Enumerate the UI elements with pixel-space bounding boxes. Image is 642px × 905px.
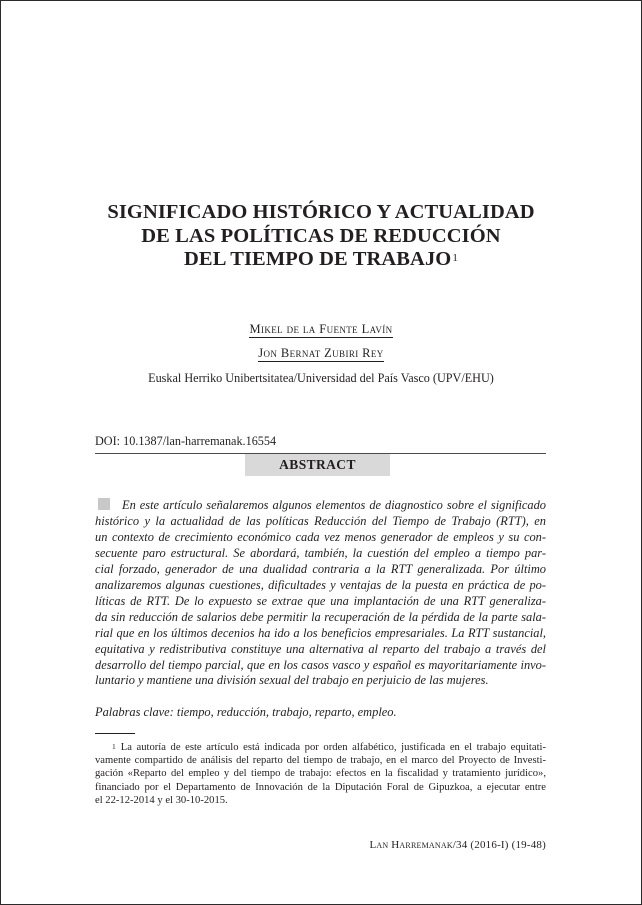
journal-name: Lan Harremanak [369,839,453,851]
title-line: SIGNIFICADO HISTÓRICO Y ACTUALIDAD [107,201,535,223]
doi-link[interactable]: DOI: 10.1387/lan-harremanak.16554 [95,434,277,448]
abstract-line: equitativa y redistributiva constituye una alternativa al reparto del trabajo a través del [95,641,546,656]
abstract-line [95,498,546,514]
abstract-line: histórico y la actualidad de las políticas Reducción del Tiempo de Trabajo (RTT), en [95,513,546,528]
abstract-line: un contexto de crecimiento económico cada vez menos generador de empleos y su con- [95,529,546,544]
footnote-line: vamente compartido de análisis del reparto del tiempo de trabajo, en el marco del Proyecto de Investi- [95,755,546,767]
abstract-line: analizaremos algunas cuestiones, dificultades y ventajas de la puesta en práctica de po- [95,577,546,592]
abstract-line: rial que en los últimos decenios ha ido a los beneficios empresariales. La RTT sustancial, [95,625,546,640]
footnote-line: financiado por el Departamento de Innovación de la Diputación Foral de Gipuzkoa, a ejecutar entre [95,781,546,793]
author-2 [0,346,642,361]
author-name: Mikel de la Fuente Lavín [249,322,393,336]
abstract-line-text: En este artículo señalaremos algunos elementos de diagnostico sobre el significado [122,498,546,512]
footnote-line [95,741,546,754]
abstract-line: da sin reducción de salarios debe permitir la recuperación de la pérdida de la parte sala- [95,609,546,624]
abstract-line: secuente paro estructural. Se abordará, también, la cuestión del empleo a tiempo par- [95,545,546,560]
square-bullet-icon [98,498,110,510]
footnote-line: gación «Reparto del empleo y del tiempo de trabajo: efectos en la fiscalidad y tratamiento jurídico», [95,768,546,780]
abstract-line: luntario y mantiene una división sexual del trabajo en perjuicio de las mujeres. [95,673,489,688]
abstract-line: líticas de RTT. De lo expuesto se extrae que una implantación de una RTT generaliza- [95,593,546,608]
abstract-body [95,498,546,689]
title-line-text: DEL TIEMPO DE TRABAJO [184,248,452,270]
footnote-divider [95,733,135,734]
author-name: Jon Bernat Zubiri Rey [258,346,384,360]
abstract-line: cial forzado, generador de una dualidad contraria a la RTT generalizada. Por último [95,561,546,576]
abstract-line: desarrollo del tiempo parcial, que en los casos vasco y español es mayoritariamente invo- [95,657,546,672]
author-1 [0,322,642,337]
footnote-line-text: La autoría de este artículo está indicada por orden alfabético, justificada en el trabajo equitati- [120,742,546,753]
footnote-mark: 1 [112,742,116,751]
article-title [60,201,582,272]
keywords: Palabras clave: tiempo, reducción, trabajo, reparto, empleo. [95,705,397,719]
footnote-line: el 22-12-2014 y el 30-10-2015. [95,794,228,806]
title-line [60,248,582,272]
footnote [95,741,546,807]
issue-info: /34 (2016-I) (19-48) [452,839,546,851]
affiliation: Euskal Herriko Unibertsitatea/Universidad del País Vasco (UPV/EHU) [148,371,494,385]
running-footer [369,839,546,851]
abstract-heading: ABSTRACT [245,454,390,476]
title-footnote-mark: 1 [452,252,458,264]
title-line: DE LAS POLÍTICAS DE REDUCCIÓN [141,224,501,247]
